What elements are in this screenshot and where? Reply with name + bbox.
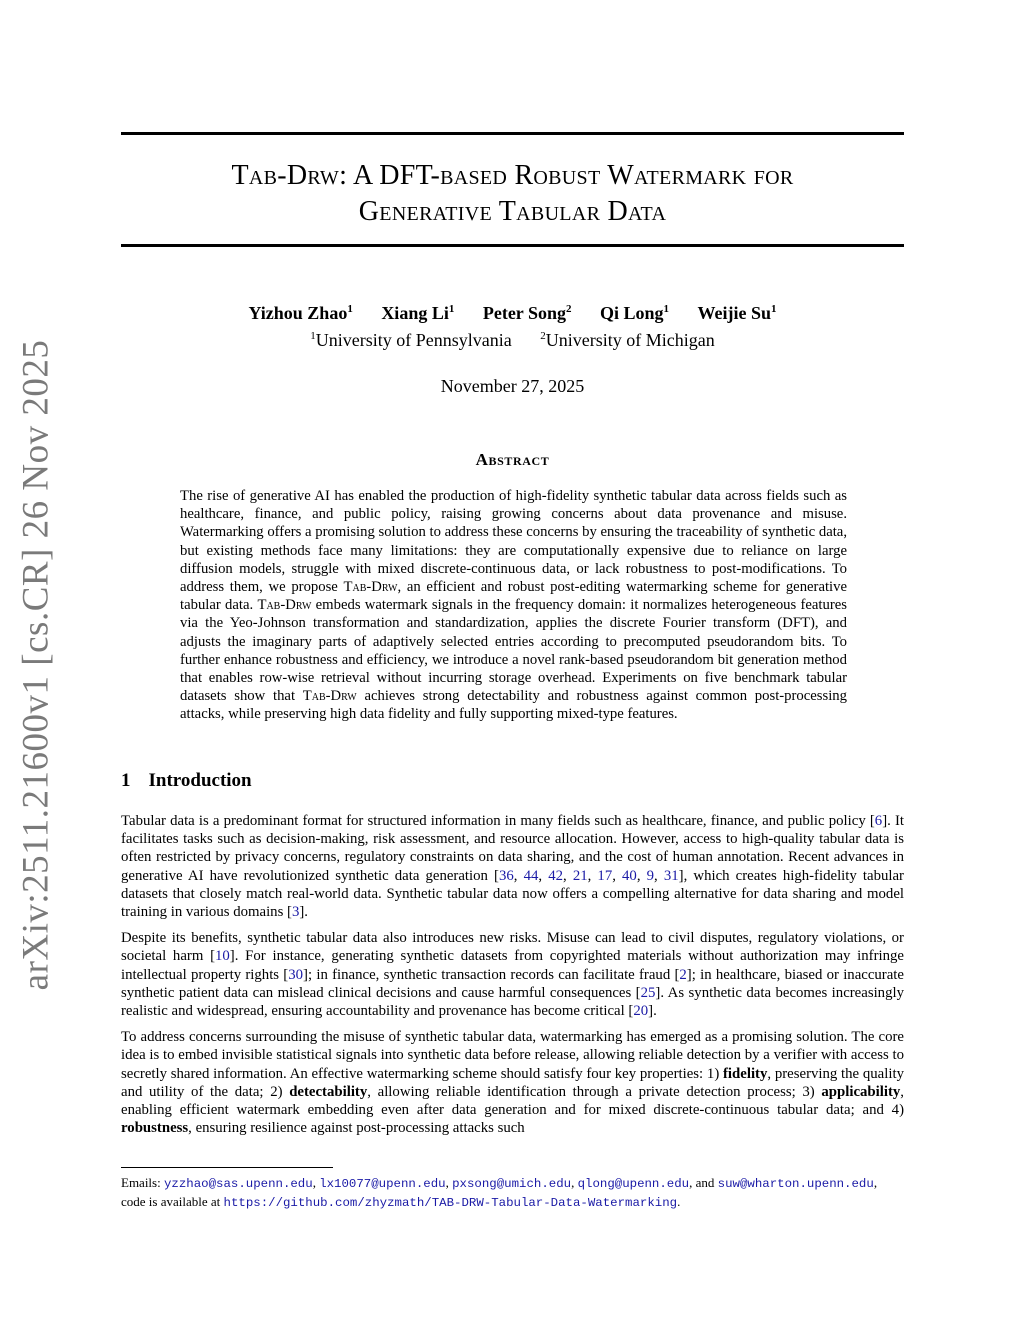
author: Xiang Li$^1$: [381, 303, 455, 323]
method-name: Tab-Drw: [257, 597, 312, 614]
paragraph: To address concerns surrounding the misuse of synthetic tabular data, watermarking has emerged as a promising solution. The core idea is to embed invisible statistical signals into synthetic data before release, allowing reliable detection by a verifier with access to secretly shared information. An effective watermarking scheme should satisfy four key properties: 1) fidelity, preserving the quality and utility of the data; 2) detectability, allowing reliable identification through a private detection process; 3) applicability, enabling efficient watermark embedding even after data generation and for mixed discrete-continuous tabular data; and 4) robustness, ensuring resilience against post-processing attacks such: [121, 1029, 904, 1137]
section-number: 1: [121, 770, 131, 791]
keyword: fidelity: [723, 1065, 768, 1082]
author: Qi Long$^1$: [600, 303, 670, 323]
method-name: Tab-Drw: [343, 579, 398, 596]
citation-link[interactable]: 40: [622, 867, 637, 884]
email-link[interactable]: lx10077@upenn.edu: [319, 1177, 446, 1191]
email-link[interactable]: suw@wharton.upenn.edu: [717, 1177, 874, 1191]
citation-link[interactable]: 17: [597, 867, 613, 884]
email-link[interactable]: pxsong@umich.edu: [452, 1177, 572, 1191]
author: Peter Song$^2$: [482, 303, 572, 323]
affiliation: $^1$University of Pennsylvania: [310, 330, 512, 350]
title-bottom-rule: [121, 244, 904, 247]
arxiv-identifier-stamp: [6, 339, 66, 991]
paragraph: Despite its benefits, synthetic tabular data also introduces new risks. Misuse can lead to civil disputes, regulatory violations, or societal harm [10]. For instance, generating synthetic datasets from copyrighted materials without authorization may infringe intellectual property rights [30]; in finance, synthetic transaction records can facilitate fraud [2]; in healthcare, biased or inaccurate synthetic patient data can mislead clinical decisions and cause harmful consequences [25]. As synthetic data becomes increasingly realistic and widespread, ensuring accountability and provenance has become critical [20].: [121, 930, 904, 1020]
citation-link[interactable]: 36: [498, 867, 514, 884]
footnote-rule: [121, 1167, 333, 1168]
keyword: applicability: [821, 1083, 901, 1100]
citation-link[interactable]: 30: [288, 966, 304, 983]
author: Weijie Su$^1$: [697, 303, 777, 323]
keyword: robustness: [121, 1120, 189, 1137]
affiliation-list: [121, 330, 904, 351]
citation-link[interactable]: 2: [679, 966, 687, 983]
citation-link[interactable]: 9: [646, 867, 655, 884]
email-link[interactable]: yzzhao@sas.upenn.edu: [163, 1177, 313, 1191]
title-top-rule: [121, 132, 904, 135]
citation-link[interactable]: 44: [523, 867, 539, 884]
introduction-body: [121, 812, 904, 1145]
section-heading-introduction: [121, 770, 252, 792]
citation-link[interactable]: 3: [291, 904, 300, 921]
code-repository-link[interactable]: https://github.com/zhyzmath/TAB-DRW-Tabular-Data-Watermarking: [223, 1196, 678, 1210]
paper-title-line-1: Tab-Drw: A DFT-based Robust Watermark for: [231, 160, 794, 191]
citation-link[interactable]: 6: [874, 813, 883, 829]
arxiv-identifier-text: arXiv:2511.21600v1 [cs.CR] 26 Nov 2025: [15, 339, 57, 991]
method-name: Tab-Drw: [302, 688, 357, 705]
paper-title-line-2: Generative Tabular Data: [358, 196, 667, 227]
citation-link[interactable]: 31: [663, 867, 679, 884]
keyword: detectability: [289, 1083, 368, 1100]
paper-title: [121, 158, 904, 230]
citation-link[interactable]: 10: [215, 948, 230, 965]
abstract-heading: Abstract: [475, 450, 550, 469]
citation-link[interactable]: 21: [572, 867, 588, 884]
citation-link[interactable]: 42: [548, 867, 563, 884]
section-title: Introduction: [148, 770, 252, 791]
email-link[interactable]: qlong@upenn.edu: [577, 1177, 690, 1191]
affiliation: $^2$University of Michigan: [540, 330, 715, 350]
author: Yizhou Zhao$^1$: [248, 303, 353, 323]
abstract-body: The rise of generative AI has enabled the production of high-fidelity synthetic tabular data across fields such as healthcare, finance, and public policy, raising growing concerns about data provenance and misuse. Watermarking offers a promising solution to address these concerns by ensuring the traceability of synthetic data, but existing methods face many limitations: they are computationally expensive due to reliance on large diffusion models, struggle with mixed discrete-continuous data, or lack robustness to post-modifications. To address them, we propose Tab-Drw, an efficient and robust post-editing watermarking scheme for generative tabular data. Tab-Drw embeds watermark signals in the frequency domain: it normalizes heterogeneous features via the Yeo-Johnson transformation and standardization, applies the discrete Fourier transform (DFT), and adjusts the imaginary parts of adaptively selected entries according to precomputed pseudorandom bits. To further enhance robustness and efficiency, we introduce a novel rank-based pseudorandom bit generation method that enables row-wise retrieval without incurring storage overhead. Experiments on five benchmark tabular datasets show that Tab-Drw achieves strong detectability and robustness against common post-processing attacks, while preserving high data fidelity and fully supporting mixed-type features.: [180, 488, 847, 723]
publication-date: November 27, 2025: [440, 376, 585, 396]
citation-link[interactable]: 25: [640, 984, 656, 1001]
footnote: Emails: yzzhao@sas.upenn.edu, lx10077@upenn.edu, pxsong@umich.edu, qlong@upenn.edu, and suw@wharton.upenn.edu, code is available at https://github.com/zhyzmath/TAB-DRW-Tabular-Data-Watermarking.: [121, 1175, 878, 1210]
paragraph: Tabular data is a predominant format for structured information in many fields such as healthcare, finance, and public policy [6]. It facilitates tasks such as decision-making, risk assessment, and resource allocation. However, access to high-quality tabular data is often restricted by privacy concerns, regulatory constraints on data sharing, and the cost of human annotation. Recent advances in generative AI have revolutionized synthetic data generation [36, 44, 42, 21, 17, 40, 9, 31], which creates high-fidelity tabular datasets that closely match real-world data. Synthetic tabular data now offers a compelling alternative for data sharing and model training in various domains [3].: [121, 813, 904, 921]
citation-link[interactable]: 20: [633, 1003, 649, 1020]
author-list: [121, 303, 904, 324]
